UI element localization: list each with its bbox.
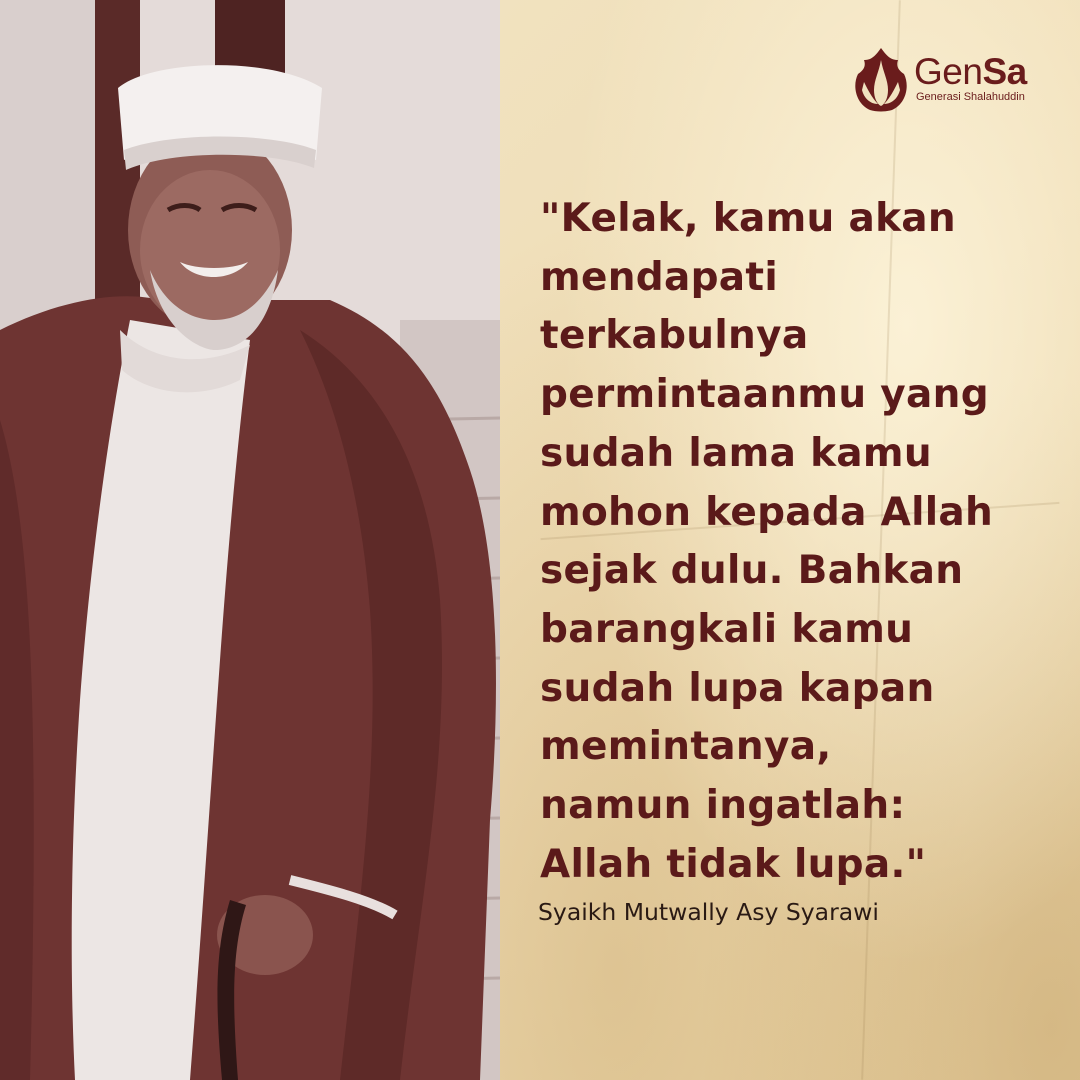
quote-text: "Kelak, kamu akan mendapati terkabulnya permintaanmu yang sudah lama kamu mohon kepada Allah sejak dulu. Bahkan barangkali kamu sudah lupa kapan memintanya, namun ingatlah: Allah tidak lupa." — [540, 196, 994, 887]
parchment-panel — [500, 0, 1080, 1080]
quote-author: Syaikh Mutwally Asy Syarawi — [538, 898, 879, 926]
gensa-flame-logo-icon — [852, 46, 910, 112]
brand-name-part2: Sa — [982, 51, 1027, 92]
brand-name — [914, 52, 1027, 92]
brand-name-part1: Gen — [914, 51, 983, 92]
gensa-logo — [852, 46, 1042, 112]
portrait-photo-icon — [0, 0, 500, 1080]
portrait-photo — [0, 0, 500, 1080]
brand-tagline: Generasi Shalahuddin — [916, 91, 1025, 103]
